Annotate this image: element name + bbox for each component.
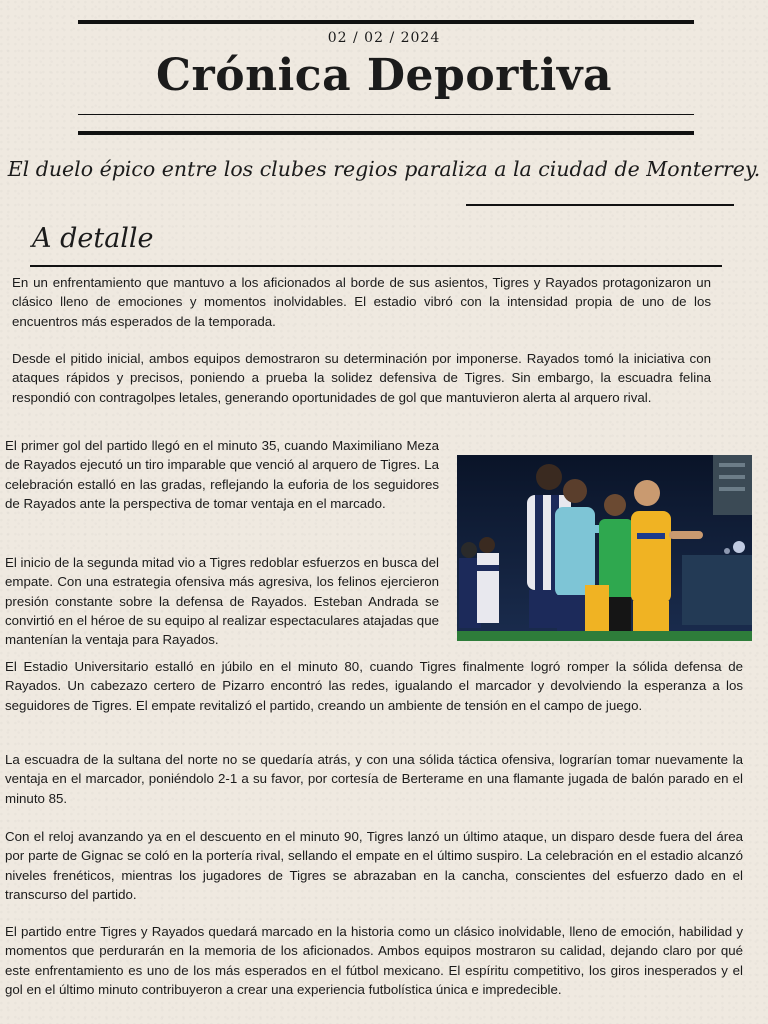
article-paragraph: El primer gol del partido llegó en el minuto 35, cuando Maximiliano Meza de Rayados ejecutó un tiro imparable que venció al arquero de Tigres. La celebración estalló en las gradas, reflejando la euforia de los seguidores de Rayados ante la perspectiva de tomar ventaja en el marcado.: [5, 438, 439, 511]
article-paragraph: En un enfrentamiento que mantuvo a los aficionados al borde de sus asientos, Tigres y Rayados protagonizaron un clásico lleno de emociones y momentos inolvidables. El estadio vibró con la intensidad propia de uno de los encuentros más esperados de la temporada.: [12, 275, 711, 329]
masthead-bottom-rule: [78, 131, 694, 135]
masthead-thin-rule: [78, 114, 694, 115]
section-underline: [30, 265, 722, 267]
headline-subtitle: El duelo épico entre los clubes regios paraliza a la ciudad de Monterrey.: [7, 157, 761, 181]
issue-date: 02 / 02 / 2024: [327, 30, 441, 46]
subtitle-underline: [466, 204, 734, 206]
article-paragraph: El partido entre Tigres y Rayados quedará marcado en la historia como un clásico inolvidable, lleno de emoción, habilidad y momentos que perdurarán en la memoria de los aficionados. Ambos equipos mostraron su calidad, dejando claro por qué este enfrentamiento es uno de los más esperados en el fútbol mexicano. El espíritu competitivo, los giros inesperados y el gol en el último minuto contribuyeron a crear una experiencia futbolística única e impredecible.: [5, 924, 743, 997]
article-paragraph: El Estadio Universitario estalló en júbilo en el minuto 80, cuando Tigres finalmente logró romper la sólida defensa de Rayados. Un cabezazo certero de Pizarro encontró las redes, igualando el marcador y devolviendo la esperanza a los seguidores de Tigres. El empate revitalizó el partido, creando un ambiente de tensión en el campo de juego.: [5, 659, 743, 713]
article-paragraph: El inicio de la segunda mitad vio a Tigres redoblar esfuerzos en busca del empate. Con una estrategia ofensiva más agresiva, los felinos ejercieron presión constante sobre la defensa de Rayados. Esteban Andrada se convirtió en el héroe de su equipo al realizar espectaculares atajadas que mantenían la ventaja para Rayados.: [5, 555, 439, 648]
article-paragraph: La escuadra de la sultana del norte no se quedaría atrás, y con una sólida táctica ofensiva, lograrían tomar nuevamente la ventaja en el marcador, poniéndolo 2-1 a su favor, por cortesía de Berterame en una flamante jugada de balón parado en el minuto 85.: [5, 752, 743, 806]
masthead-top-rule: [78, 20, 694, 24]
article-paragraph: Con el reloj avanzando ya en el descuento en el minuto 90, Tigres lanzó un último ataque, un disparo desde fuera del área por parte de Gignac se coló en la portería rival, sellando el empate en el último suspiro. La celebración en el estadio alcanzó niveles frenéticos, mientras los jugadores de Tigres se abrazaban en la cancha, conscientes del esfuerzo dado en el transcurso del partido.: [5, 829, 743, 902]
section-title: A detalle: [32, 223, 154, 254]
newspaper-title: Crónica Deportiva: [156, 50, 612, 101]
players-confrontation-illustration: [457, 455, 752, 641]
match-photo: [457, 455, 752, 641]
article-paragraph: Desde el pitido inicial, ambos equipos demostraron su determinación por imponerse. Rayados tomó la iniciativa con ataques rápidos y precisos, poniendo a prueba la solidez defensiva de Tigres. Sin embargo, la escuadra felina respondió con contragolpes letales, generando oportunidades de gol que mantuvieron alerta al arquero rival.: [12, 351, 711, 405]
